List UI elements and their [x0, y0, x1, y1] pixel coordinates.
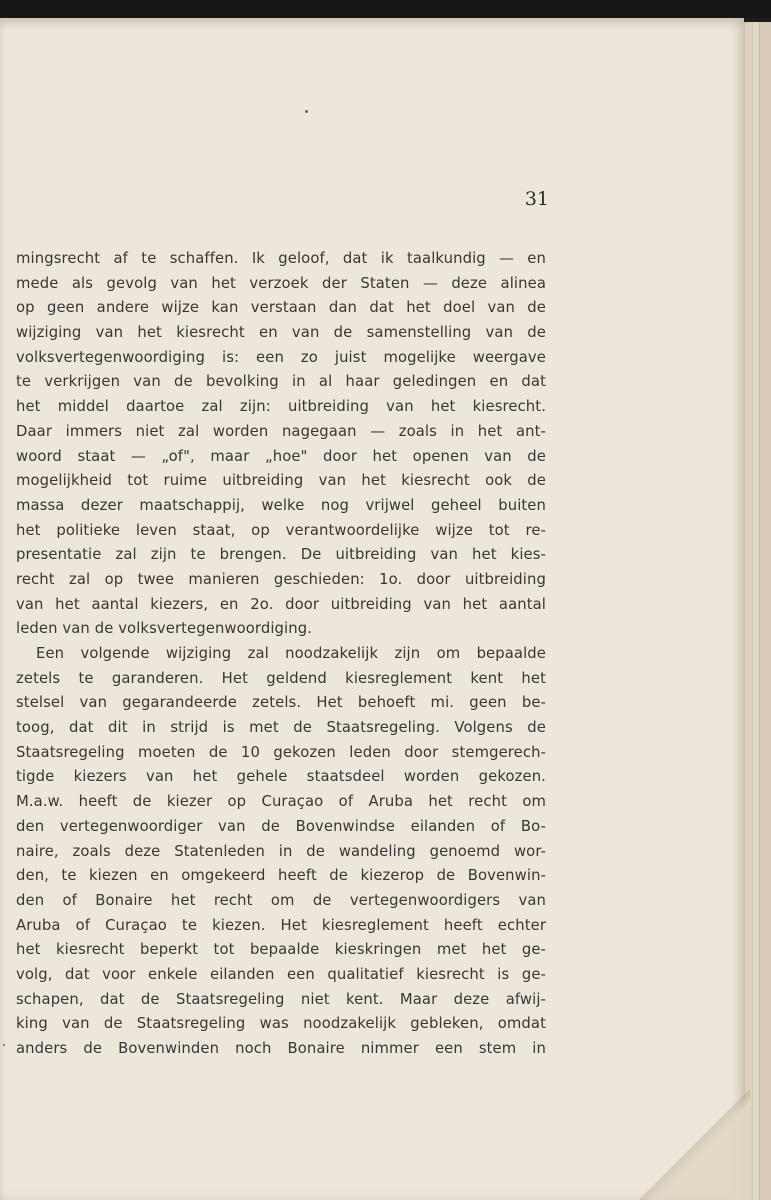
- text-line: presentatie zal zijn te brengen. De uitbreiding van het kies-: [16, 546, 546, 564]
- text-line: Daar immers niet zal worden nagegaan — zoals in het ant-: [16, 422, 546, 440]
- book-page: [0, 18, 744, 1200]
- text-line: Aruba of Curaçao te kiezen. Het kiesreglement heeft echter: [16, 916, 546, 934]
- text-line: mogelijkheid tot ruime uitbreiding van het kiesrecht ook de: [16, 472, 546, 490]
- text-line: M.a.w. heeft de kiezer op Curaçao of Aruba het recht om: [16, 793, 546, 811]
- text-line: te verkrijgen van de bevolking in al haar geledingen en dat: [16, 373, 546, 391]
- text-line: stelsel van gegarandeerde zetels. Het behoeft mi. geen be-: [16, 694, 546, 712]
- text-line: recht zal op twee manieren geschieden: 1o. door uitbreiding: [16, 570, 546, 588]
- text-line: het middel daartoe zal zijn: uitbreiding van het kiesrecht.: [16, 398, 546, 416]
- text-line: den vertegenwoordiger van de Bovenwindse eilanden of Bo-: [16, 817, 546, 835]
- scanner-top-border: [0, 0, 771, 18]
- text-line: Staatsregeling moeten de 10 gekozen leden door stemgerech-: [16, 743, 546, 761]
- text-line: volksvertegenwoordiging is: een zo juist mogelijke weergave: [16, 348, 546, 366]
- body-text: [16, 247, 546, 1062]
- text-line: van het aantal kiezers, en 2o. door uitbreiding van het aantal: [16, 595, 546, 613]
- text-line: wijziging van het kiesrecht en van de samenstelling van de: [16, 324, 546, 342]
- paper-speck: [305, 110, 308, 113]
- page-number: 31: [524, 188, 549, 210]
- text-line: massa dezer maatschappij, welke nog vrijwel geheel buiten: [16, 496, 546, 514]
- text-line: het politieke leven staat, op verantwoordelijke wijze tot re-: [16, 521, 546, 539]
- text-line: volg, dat voor enkele eilanden een qualitatief kiesrecht is ge-: [16, 965, 546, 983]
- text-line: mingsrecht af te schaffen. Ik geloof, dat ik taalkundig — en: [16, 250, 546, 267]
- text-line: woord staat — „of", maar „hoe" door het openen van de: [16, 447, 546, 465]
- text-line: het kiesrecht beperkt tot bepaalde kieskringen met het ge-: [16, 941, 546, 959]
- page-corner-fold: [640, 1090, 750, 1200]
- text-line: anders de Bovenwinden noch Bonaire nimmer een stem in: [16, 1040, 546, 1057]
- text-line: leden van de volksvertegenwoordiging.: [16, 620, 313, 638]
- text-line: den, te kiezen en omgekeerd heeft de kiezerop de Bovenwin-: [16, 867, 546, 885]
- text-line: mede als gevolg van het verzoek der Staten — deze alinea: [16, 274, 546, 292]
- text-line: op geen andere wijze kan verstaan dan dat het doel van de: [16, 299, 546, 317]
- text-line: schapen, dat de Staatsregeling niet kent. Maar deze afwij-: [16, 990, 546, 1008]
- text-line: king van de Staatsregeling was noodzakelijk gebleken, omdat: [16, 1015, 546, 1033]
- text-line: tigde kiezers van het gehele staatsdeel worden gekozen.: [16, 768, 546, 786]
- text-line: zetels te garanderen. Het geldend kiesreglement kent het: [16, 669, 546, 687]
- paper-speck: [3, 1044, 5, 1046]
- text-line: den of Bonaire het recht om de vertegenwoordigers van: [16, 891, 546, 909]
- page-edge: [759, 22, 771, 1200]
- text-line: toog, dat dit in strijd is met de Staatsregeling. Volgens de: [16, 719, 546, 737]
- text-line: naire, zoals deze Statenleden in de wandeling genoemd wor-: [16, 842, 546, 860]
- text-line: Een volgende wijziging zal noodzakelijk zijn om bepaalde: [36, 645, 546, 662]
